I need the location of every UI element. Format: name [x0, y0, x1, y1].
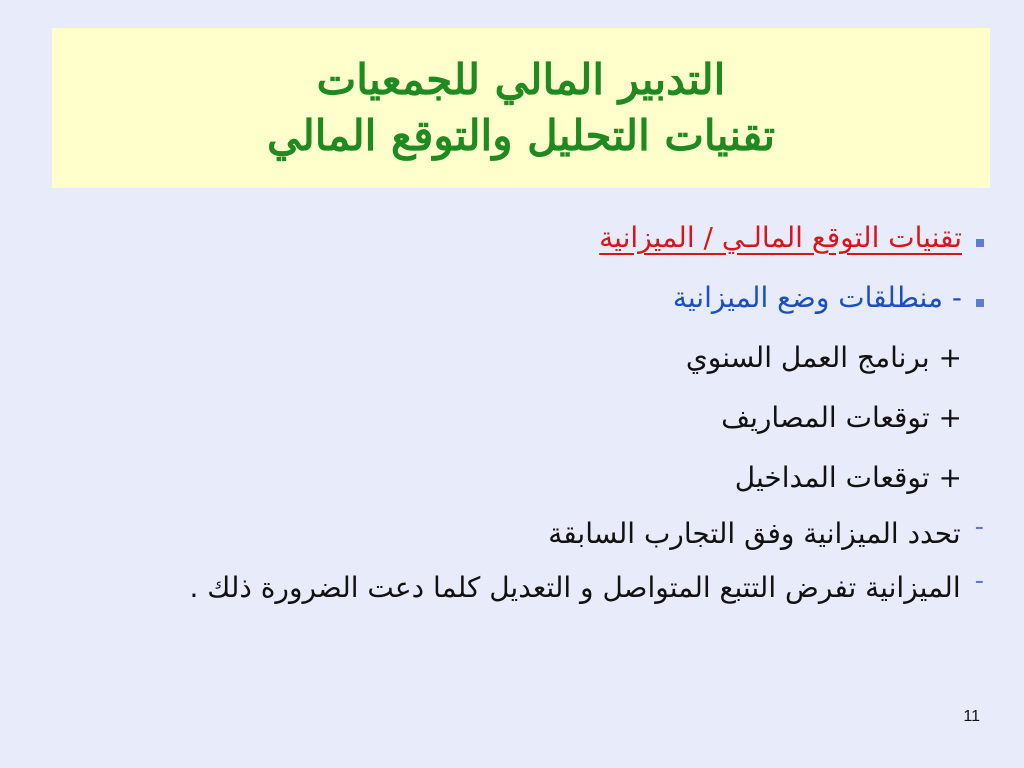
dash-item	[170, 512, 984, 556]
list-item	[170, 448, 984, 508]
list-item-text: + برنامج العمل السنوي	[685, 341, 962, 374]
page-number: 11	[963, 708, 980, 725]
dash-bullet-icon: -	[974, 566, 984, 596]
dash-bullet-icon: -	[974, 512, 984, 542]
square-bullet-icon	[976, 239, 984, 247]
bullet-row-heading-blue	[170, 268, 984, 328]
square-bullet-icon	[976, 299, 984, 307]
list-item-text: + توقعات المصاريف	[721, 401, 962, 434]
bullet-row-heading-red	[170, 208, 984, 268]
list-item	[170, 388, 984, 448]
title-line-1: التدبير المالي للجمعيات	[316, 55, 726, 104]
slide-content	[170, 208, 984, 610]
section-heading: تقنيات التوقع المالـي / الميزانية	[599, 221, 962, 254]
list-item-text: + توقعات المداخيل	[734, 461, 962, 494]
dash-item-text: تحدد الميزانية وفق التجارب السابقة	[548, 517, 961, 550]
sub-heading: - منطلقات وضع الميزانية	[672, 281, 962, 314]
dash-item-text: الميزانية تفرض التتبع المتواصل و التعديل كلما دعت الضرورة ذلك .	[189, 571, 961, 604]
dash-item	[170, 566, 984, 610]
title-box	[52, 28, 990, 188]
title-line-2: تقنيات التحليل والتوقع المالي	[266, 111, 776, 160]
list-item	[170, 328, 984, 388]
